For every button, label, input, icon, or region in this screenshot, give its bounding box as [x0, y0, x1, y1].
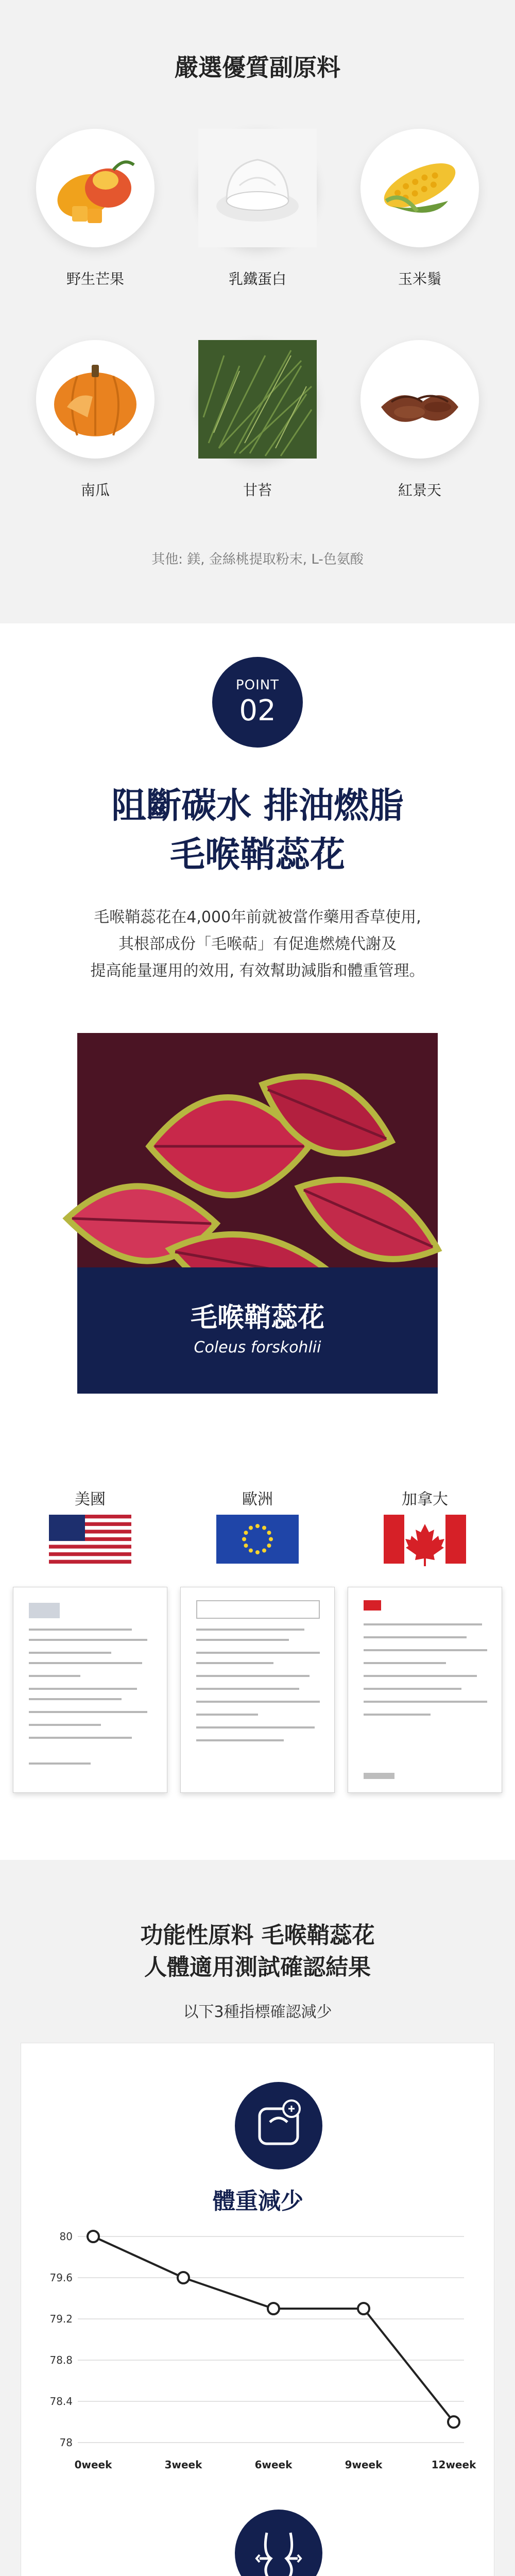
- point-badge: [212, 657, 303, 748]
- ingredient-pumpkin: [36, 340, 154, 459]
- rhodiola-icon: [360, 340, 479, 459]
- data-point: [178, 2272, 189, 2283]
- ingredient-seaweed: [198, 340, 317, 459]
- y-tick-label: 78.4: [49, 2395, 73, 2408]
- body-fat-icon: [235, 2510, 322, 2576]
- pumpkin-icon: [36, 340, 154, 459]
- ingredient-label: 紅景天: [398, 482, 441, 499]
- point-description-2: 其根部成份「毛喉萜」有促進燃燒代謝及: [118, 935, 397, 953]
- ingredient-mango: [36, 129, 154, 247]
- corn-icon: [360, 129, 479, 247]
- plant-name: 毛喉鞘蕊花: [190, 1302, 324, 1333]
- ingredients-footnote: 其他: 鎂, 金絲桃提取粉末, L-色氨酸: [151, 552, 364, 567]
- results-title-1: 功能性原料 毛喉鞘蕊花: [140, 1922, 375, 1948]
- point-label: POINT: [235, 677, 280, 693]
- data-point: [268, 2303, 279, 2314]
- lactoferrin-icon: [198, 129, 317, 247]
- point-description-3: 提高能量運用的效用, 有效幫助減脂和體重管理。: [90, 962, 425, 980]
- results-title-2: 人體適用測試確認結果: [144, 1954, 371, 1980]
- y-tick-label: 79.6: [49, 2272, 73, 2284]
- ingredient-label: 南瓜: [80, 482, 110, 499]
- point-headline-1: 阻斷碳水 排油燃脂: [111, 786, 404, 826]
- plant-name-banner: [77, 1267, 438, 1394]
- ingredient-label: 玉米鬚: [398, 270, 441, 287]
- weight-scale-icon: [235, 2082, 322, 2170]
- plant-image: [77, 1033, 438, 1394]
- results-subtitle: 以下3種指標確認減少: [183, 2003, 332, 2021]
- ingredient-corn: [360, 129, 479, 247]
- ingredients-section: [0, 0, 515, 623]
- canada-flag-icon: [384, 1515, 466, 1564]
- x-tick-label: 6week: [254, 2459, 293, 2471]
- cert-label-us: 美國: [75, 1490, 106, 1509]
- x-tick-label: 12week: [431, 2459, 476, 2471]
- ingredient-label: 甘苔: [243, 482, 272, 499]
- certificate-document-us: [13, 1587, 167, 1793]
- results-section: [0, 1860, 515, 2576]
- mango-icon: [36, 129, 154, 247]
- y-tick-label: 78.8: [49, 2354, 73, 2366]
- certificate-document-canada: [348, 1587, 502, 1793]
- data-point: [88, 2231, 99, 2242]
- point-description-1: 毛喉鞘蕊花在4,000年前就被當作藥用香草使用,: [94, 908, 421, 926]
- point-headline-2: 毛喉鞘蕊花: [169, 835, 345, 875]
- ingredient-label: 野生芒果: [66, 270, 124, 287]
- results-card: [21, 2043, 494, 2576]
- y-tick-label: 79.2: [49, 2313, 73, 2325]
- weight-chart-title: 體重減少: [213, 2188, 303, 2214]
- cert-label-canada: 加拿大: [402, 1490, 448, 1509]
- x-tick-label: 3week: [164, 2459, 202, 2471]
- plant-latin-name: Coleus forskohlii: [194, 1338, 321, 1357]
- y-tick-label: 78: [59, 2436, 73, 2449]
- us-flag-icon: [49, 1515, 131, 1564]
- y-tick-label: 80: [59, 2230, 73, 2243]
- x-tick-label: 9week: [345, 2459, 383, 2471]
- weight-series-line: [93, 2236, 454, 2422]
- data-point: [448, 2416, 459, 2428]
- ingredient-label: 乳鐵蛋白: [228, 270, 286, 287]
- x-tick-label: 0week: [74, 2459, 112, 2471]
- point-number: 02: [239, 694, 276, 727]
- ingredient-rhodiola: [360, 340, 479, 459]
- seaweed-icon: [198, 340, 317, 459]
- eu-flag-icon: [216, 1515, 299, 1564]
- certificate-document-eu: [180, 1587, 335, 1793]
- ingredients-title: 嚴選優質副原料: [175, 54, 340, 81]
- cert-label-eu: 歐洲: [242, 1490, 273, 1509]
- data-point: [358, 2303, 369, 2314]
- weight-line-chart: [47, 2221, 476, 2479]
- ingredient-lactoferrin: [198, 129, 317, 247]
